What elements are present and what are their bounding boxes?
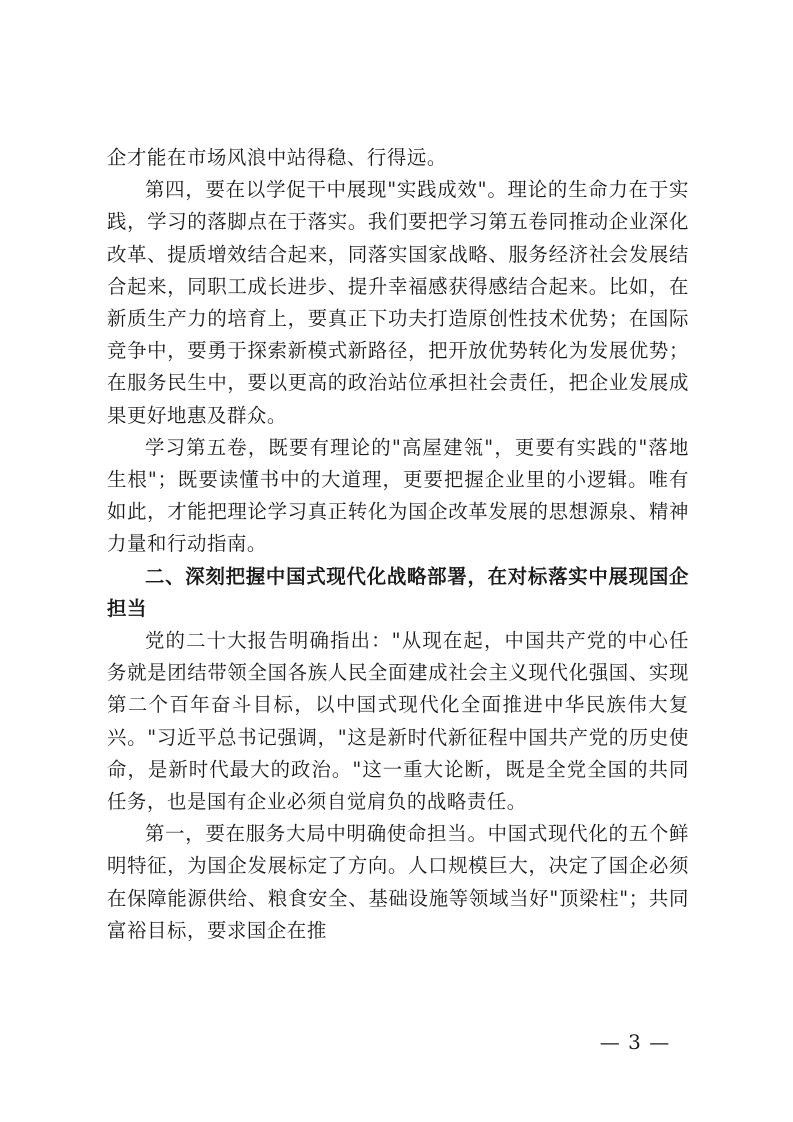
paragraph-first-point: 第一，要在服务大局中明确使命担当。中国式现代化的五个鲜明特征，为国企发展标定了方向。人口规模巨大，决定了国企必须在保障能源供给、粮食安全、基础设施等领域当好"顶梁柱"；共同富裕目标，要求国企在推 (107, 822, 689, 942)
paragraph-study-summary: 学习第五卷，既要有理论的"高屋建瓴"，更要有实践的"落地生根"；既要读懂书中的大道理，更要把握企业里的小逻辑。唯有如此，才能把理论学习真正转化为国企改革发展的思想源泉、精神力量和行动指南。 (107, 435, 689, 556)
paragraph-continuation: 企才能在市场风浪中站得稳、行得远。 (107, 146, 447, 169)
document-body (107, 142, 689, 947)
paragraph-fourth-point: 第四，要在以学促干中展现"实践成效"。理论的生命力在于实践，学习的落脚点在于落实。我们要把学习第五卷同推动企业深化改革、提质增效结合起来，同落实国家战略、服务经济社会发展结合起来，同职工成长进步、提升幸福感获得感结合起来。比如，在新质生产力的培育上，要真正下功夫打造原创性技术优势；在国际竞争中，要勇于探索新模式新路径，把开放优势转化为发展优势；在服务民生中，要以更高的政治站位承担社会责任，把企业发展成果更好地惠及群众。 (107, 178, 689, 427)
section-heading-two: 二、深刻把握中国式现代化战略部署，在对标落实中展现国企担当 (107, 564, 689, 620)
page-number: — 3 — (599, 1030, 671, 1054)
paragraph-congress-report: 党的二十大报告明确指出："从现在起，中国共产党的中心任务就是团结带领全国各族人民全面建成社会主义现代化强国、实现第二个百年奋斗目标，以中国式现代化全面推进中华民族伟大复兴。"习近平总书记强调，"这是新时代新征程中国共产党的历史使命，是新时代最大的政治。"这一重大论断，既是全党全国的共同任务，也是国有企业必须自觉肩负的战略责任。 (107, 629, 689, 814)
